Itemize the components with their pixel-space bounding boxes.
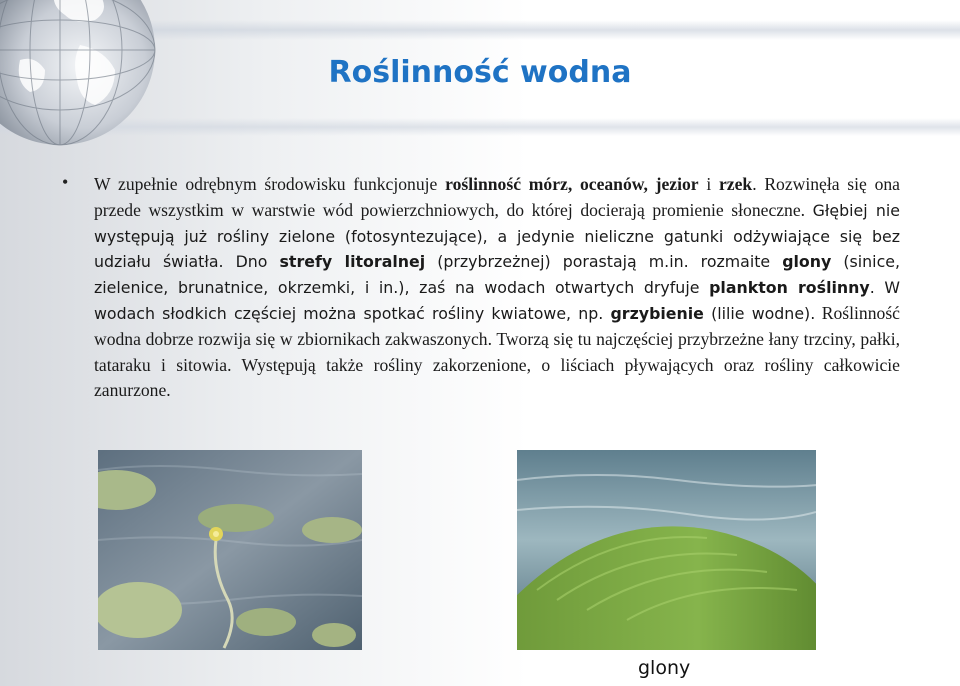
bold-run: grzybienie [610,303,704,323]
text-run: Głębiej nie występują już rośliny zielone (fotosyntezujące), a jedynie nieliczne gatunki odżywiające się bez udziału światła. Dno [94,200,900,272]
text-run: . W wodach słodkich częściej można spotkać rośliny kwiatowe, np. [94,278,900,323]
text-run: . Rozwinęła się ona przede wszystkim w warstwie wód powierzchniowych, do której docierają promienie słoneczne. [94,174,900,220]
body-paragraph [94,172,900,404]
text-run: Roślinność wodna dobrze rozwija się w zbiornikach zakwaszonych. Tworzą się tu najczęściej przybrzeżne łany trzciny, pałki, tataraku i sitowia. Występują także rośliny zakorzenione, o liściach pływających oraz rośliny całkowicie zanurzone. [94,302,900,401]
bold-run: plankton roślinny [709,278,870,298]
bold-run: strefy litoralnej [279,252,426,272]
text-run: W zupełnie odrębnym środowisku funkcjonuje [94,174,446,194]
bullet-marker: • [62,172,69,192]
slide-body [62,172,900,404]
algae-photo [517,450,816,650]
bold-run: glony [782,252,832,272]
caption-algae: glony [638,657,691,679]
bold-run: rzek [718,174,753,194]
text-run: i [698,174,719,194]
text-run: (sinice, zielenice, brunatnice, okrzemki, i in.), zaś na wodach otwartych dryfuje [94,252,900,298]
slide-title: Roślinność wodna [328,55,632,90]
bold-run: roślinność mórz, oceanów, jezior [445,174,699,194]
text-run: (lilie wodne). [703,303,816,323]
water-lily-photo [98,450,362,650]
text-run: (przybrzeżnej) porastają m.in. rozmaite [425,252,783,272]
